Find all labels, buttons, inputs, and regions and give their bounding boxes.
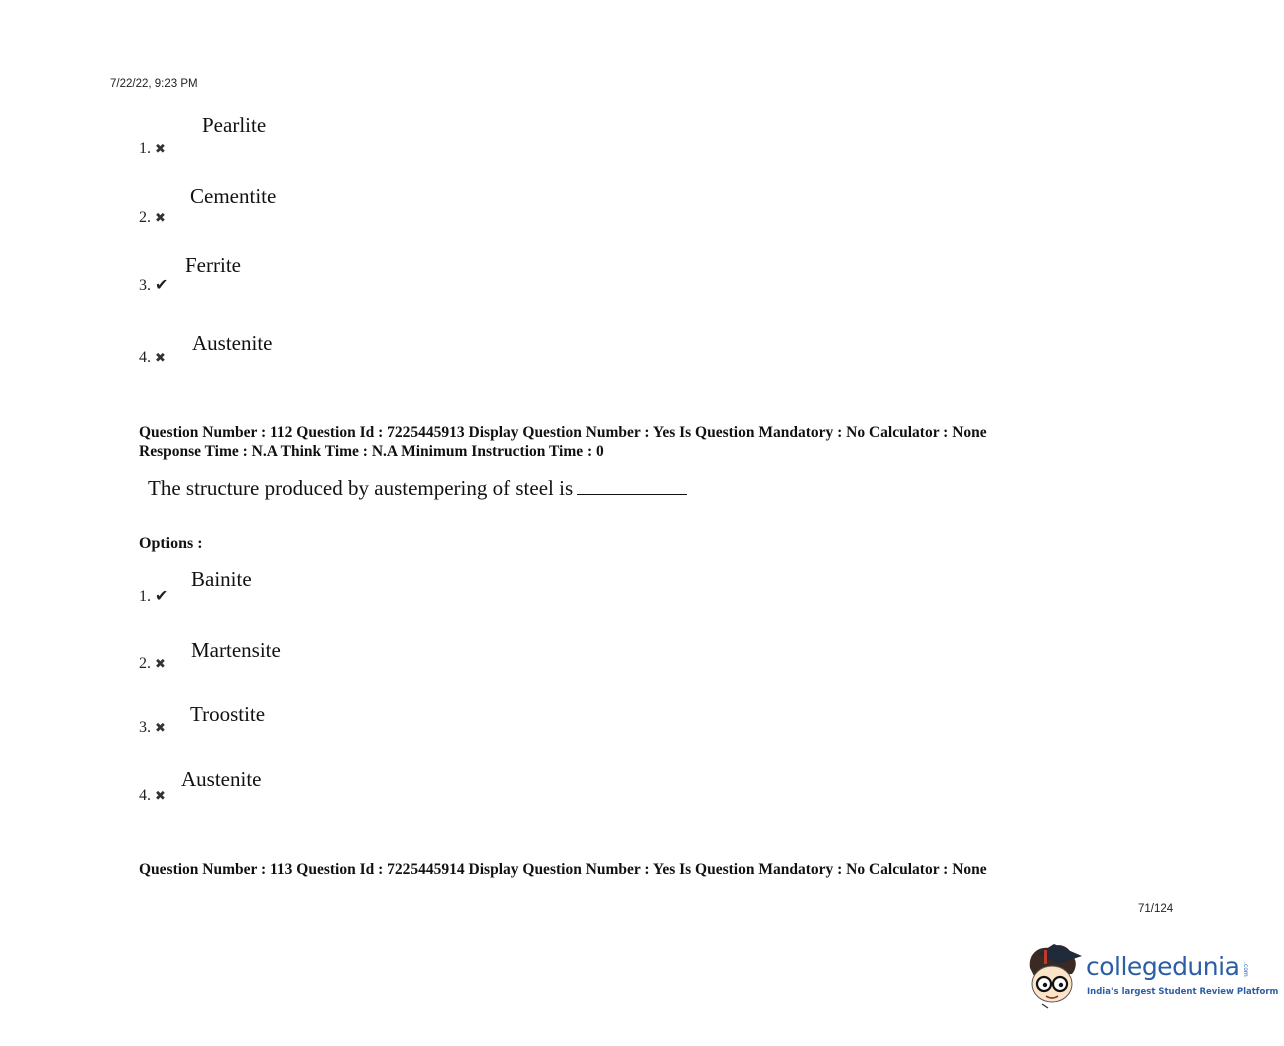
- cross-icon: ✖: [155, 210, 166, 225]
- brand-tagline: India's largest Student Review Platform: [1087, 987, 1279, 997]
- brand-name: collegedunia: [1086, 952, 1240, 981]
- cross-icon: ✖: [155, 141, 166, 156]
- option-text: Troostite: [190, 702, 266, 726]
- option-text: Bainite: [191, 567, 252, 591]
- option-text: Pearlite: [202, 113, 267, 137]
- option-number: [139, 275, 168, 295]
- cross-icon: ✖: [155, 720, 166, 735]
- question-text-row: [148, 476, 687, 501]
- option-number-label: 2.: [139, 209, 151, 226]
- print-timestamp: 7/22/22, 9:23 PM: [110, 78, 198, 90]
- option-text: Cementite: [190, 184, 277, 208]
- option-number-label: 2.: [139, 655, 151, 672]
- option-number-label: 4.: [139, 349, 151, 366]
- option-number: [139, 719, 166, 737]
- question-meta: [139, 423, 987, 461]
- cross-icon: ✖: [155, 350, 166, 365]
- option-number: [139, 140, 166, 158]
- option-number-label: 1.: [139, 588, 151, 605]
- cross-icon: ✖: [155, 656, 166, 671]
- option-number-label: 1.: [139, 140, 151, 157]
- question-meta-line: Response Time : N.A Think Time : N.A Minimum Instruction Time : 0: [139, 443, 604, 460]
- mascot-logo-icon: [1024, 940, 1086, 1010]
- option-number: [139, 787, 166, 805]
- options-label: Options :: [139, 535, 203, 552]
- check-icon: ✔: [155, 588, 169, 605]
- option-number: [139, 655, 166, 673]
- option-text: Martensite: [191, 638, 281, 662]
- check-icon: ✔: [155, 277, 169, 294]
- option-number: [139, 349, 166, 367]
- question-text: The structure produced by austempering of steel is: [148, 476, 574, 500]
- question-meta-line: Question Number : 113 Question Id : 7225445914 Display Question Number : Yes Is Question Mandatory : No Calculator : None: [139, 861, 987, 878]
- cross-icon: ✖: [155, 788, 166, 803]
- option-number: [139, 209, 166, 227]
- question-meta: [139, 860, 987, 879]
- option-number-label: 3.: [139, 277, 151, 294]
- option-number-label: 3.: [139, 719, 151, 736]
- answer-blank: [577, 476, 687, 495]
- option-text: Austenite: [181, 767, 262, 791]
- option-text: Ferrite: [185, 253, 241, 277]
- question-meta-line: Question Number : 112 Question Id : 7225445913 Display Question Number : Yes Is Question Mandatory : No Calculator : None: [139, 424, 987, 441]
- option-text: Austenite: [192, 331, 273, 355]
- page-number: 71/124: [1138, 903, 1174, 915]
- option-number: [139, 586, 168, 606]
- brand-suffix: .com: [1242, 962, 1249, 977]
- option-number-label: 4.: [139, 787, 151, 804]
